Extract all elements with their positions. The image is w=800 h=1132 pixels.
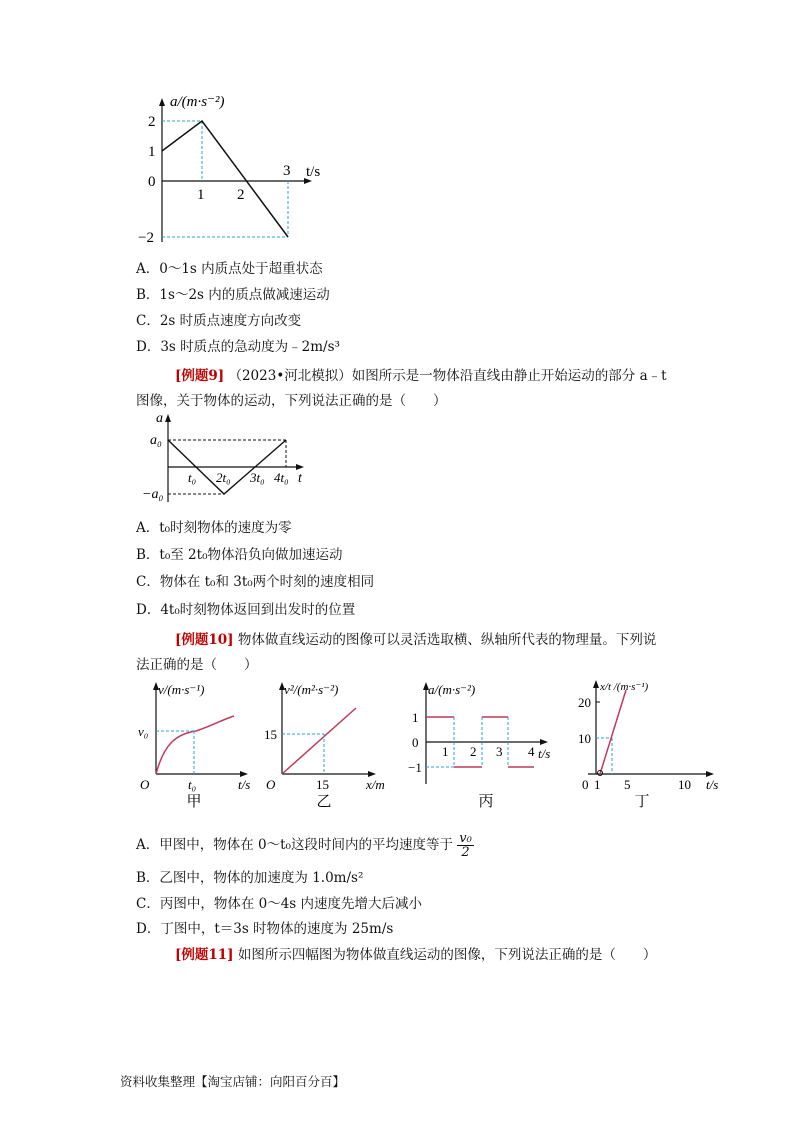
origin-label: O <box>140 777 150 792</box>
q8-option-a: A．0～1s 内质点处于超重状态 <box>136 261 323 277</box>
label-t0: t₀ <box>188 777 197 792</box>
axis-x-label: t/s <box>306 164 321 180</box>
axis-x-label: t/s <box>538 746 551 761</box>
axis-y-label: x/t /(m·s⁻¹) <box>600 681 649 693</box>
x-tick-3: 3 <box>496 744 503 759</box>
origin-label: 0 <box>582 777 589 792</box>
figure-yi <box>262 676 402 811</box>
y-tick-20: 20 <box>578 695 591 710</box>
axis-x-label: x/m <box>366 777 385 792</box>
tick-4t0: 4t₀ <box>274 470 289 485</box>
y-tick-1: 1 <box>412 710 419 725</box>
q10-option-b: B．乙图中，物体的加速度为 1.0m/s² <box>136 870 364 886</box>
q11-stem <box>175 946 656 964</box>
y-tick-10: 10 <box>578 731 591 746</box>
caption-bing: 丙 <box>478 794 494 810</box>
q10-stem-line1 <box>175 631 656 649</box>
x-axis-arrow <box>540 739 548 745</box>
q10-stem-text1: 物体做直线运动的图像可以灵活选取横、纵轴所代表的物理量。下列说 <box>237 632 657 648</box>
axis-y-label: a/(m·s⁻²) <box>428 682 476 697</box>
q11-tag: [例题11] <box>175 947 234 963</box>
x-tick-4: 4 <box>528 744 535 759</box>
x-tick-1: 1 <box>594 777 601 792</box>
figure-bing <box>404 676 564 811</box>
axis-x-label: t/s <box>706 777 719 792</box>
y-tick-1: 1 <box>148 144 156 160</box>
x-axis-arrow <box>296 464 304 470</box>
y-tick-neg2: −2 <box>138 230 154 246</box>
page-footer: 资料收集整理【淘宝店铺：向阳百分百】 <box>120 1074 346 1089</box>
q9-stem-line2: 图像，关于物体的运动，下列说法正确的是（ ） <box>136 393 447 409</box>
figure-at-graph-2 <box>140 410 320 508</box>
q9-stem-line1 <box>175 367 667 385</box>
q11-stem-text: 如图所示四幅图为物体做直线运动的图像，下列说法正确的是（ ） <box>237 947 657 963</box>
x-tick-3: 3 <box>283 163 291 179</box>
q8-option-d: D．3s 时质点的急动度为﹣2m/s³ <box>136 339 340 355</box>
q9-option-c: C．物体在 t₀和 3t₀两个时刻的速度相同 <box>136 574 375 590</box>
fraction-denominator: 2 <box>461 845 470 860</box>
y-tick-0: 0 <box>412 735 419 750</box>
label-15-x: 15 <box>316 777 329 792</box>
axis-y-label: v/(m·s⁻¹) <box>158 682 205 697</box>
series-a-line <box>162 121 288 237</box>
figure-at-graph-1 <box>140 92 340 252</box>
origin-label: O <box>266 777 276 792</box>
y-axis-arrow <box>165 414 171 422</box>
caption-jia: 甲 <box>186 794 202 810</box>
xt-line <box>600 690 626 774</box>
fraction-v0-over-2 <box>457 832 474 859</box>
q9-tag: [例题9] <box>175 368 225 384</box>
label-neg-a0: −a₀ <box>142 487 164 502</box>
axis-y-label: a <box>156 411 163 426</box>
q10-tag: [例题10] <box>175 632 234 648</box>
fraction-numerator: v₀ <box>459 831 472 846</box>
x-tick-2: 2 <box>470 744 477 759</box>
q9-stem-text1: （2023•河北模拟）如图所示是一物体沿直线由静止开始运动的部分 a﹣t <box>228 368 667 384</box>
y-tick-neg1: −1 <box>408 760 422 775</box>
q10-option-a-text: A．甲图中，物体在 0～t₀这段时间内的平均速度等于 <box>136 837 453 853</box>
x-tick-1: 1 <box>197 187 205 203</box>
q10-option-d: D．丁图中，t＝3s 时物体的速度为 25m/s <box>136 921 394 937</box>
axis-x-label: t <box>298 471 302 486</box>
y-axis-arrow <box>593 680 599 688</box>
q8-option-c: C．2s 时质点速度方向改变 <box>136 313 302 329</box>
y-tick-0: 0 <box>148 174 156 190</box>
caption-yi: 乙 <box>316 794 332 810</box>
label-15-y: 15 <box>264 727 277 742</box>
x-tick-1: 1 <box>442 744 449 759</box>
q9-option-b: B．t₀至 2t₀物体沿负向做加速运动 <box>136 547 343 563</box>
caption-ding: 丁 <box>634 794 650 810</box>
label-v0: v₀ <box>138 724 149 739</box>
y-tick-2: 2 <box>148 114 156 130</box>
q9-option-a: A．t₀时刻物体的速度为零 <box>136 520 292 536</box>
x-tick-5: 5 <box>624 777 631 792</box>
tick-3t0: 3t₀ <box>250 470 265 485</box>
x-tick-2: 2 <box>237 187 245 203</box>
axis-x-label: t/s <box>238 777 251 792</box>
v2-line <box>282 708 356 774</box>
figure-ding <box>574 676 734 811</box>
q9-option-d: D．4t₀时刻物体返回到出发时的位置 <box>136 602 356 618</box>
tick-2t0: 2t₀ <box>216 470 231 485</box>
v-curve <box>156 716 234 774</box>
q8-option-b: B．1s～2s 内的质点做减速运动 <box>136 287 330 303</box>
axis-y-label: a/(m·s⁻²) <box>170 94 225 110</box>
axis-y-label: v²/(m²·s⁻²) <box>284 682 339 697</box>
q10-option-a <box>136 830 474 860</box>
label-a0: a₀ <box>150 433 162 448</box>
q10-option-c: C．丙图中，物体在 0～4s 内速度先增大后减小 <box>136 896 423 912</box>
figure-jia <box>136 676 276 811</box>
tick-t0: t₀ <box>188 470 197 485</box>
y-axis-arrow <box>159 98 165 106</box>
x-tick-10: 10 <box>678 777 691 792</box>
q10-stem-line2: 法正确的是（ ） <box>136 657 258 673</box>
